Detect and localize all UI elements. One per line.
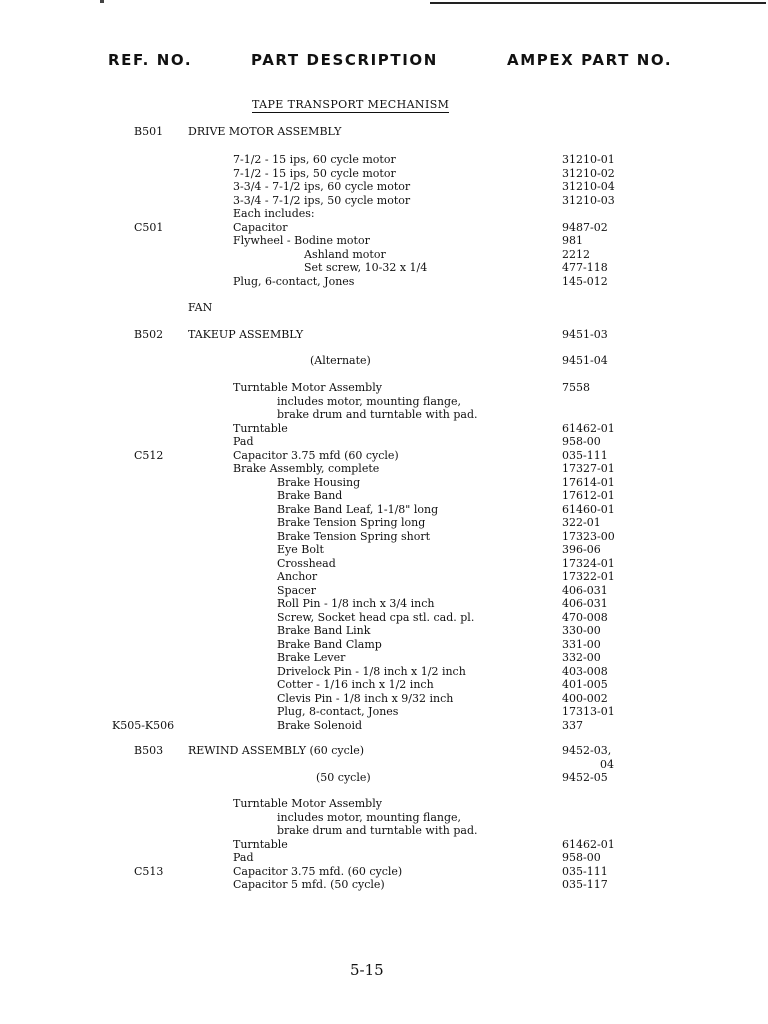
description-cell: Turntable	[233, 421, 288, 435]
description-cell: Anchor	[277, 570, 318, 583]
description-cell: Screw, Socket head cpa stl. cad. pl.	[277, 610, 475, 624]
description-cell: Plug, 8-contact, Jones	[277, 705, 399, 718]
part-no-cell: 403-008	[562, 664, 608, 678]
description-cell: Ashland motor	[304, 247, 386, 261]
parts-row	[0, 838, 768, 852]
description-cell: Turntable Motor Assembly	[233, 381, 382, 394]
parts-row	[0, 462, 768, 476]
description-cell: 7-1/2 - 15 ips, 60 cycle motor	[233, 153, 396, 166]
part-no-cell: 406-031	[562, 597, 608, 610]
part-no-cell: 9487-02	[562, 220, 608, 234]
description-cell: Capacitor	[233, 220, 288, 234]
part-no-cell: 17324-01	[562, 556, 615, 570]
part-no-cell: 035-117	[562, 878, 608, 891]
parts-row	[0, 692, 768, 706]
part-no-cell: 406-031	[562, 583, 608, 597]
description-cell: Brake Band Leaf, 1-1/8" long	[277, 502, 439, 516]
description-cell: Plug, 6-contact, Jones	[233, 274, 355, 288]
section-title: TAPE TRANSPORT MECHANISM	[252, 98, 450, 111]
parts-row	[0, 221, 768, 235]
parts-row	[0, 851, 768, 865]
scan-artifact-mark	[100, 0, 104, 3]
description-cell: TAKEUP ASSEMBLY	[188, 328, 304, 341]
column-header-part-description: PART DESCRIPTION	[251, 51, 438, 69]
parts-row	[0, 167, 768, 181]
part-no-cell: 31210-03	[562, 193, 615, 207]
parts-row	[0, 665, 768, 679]
parts-row	[0, 395, 768, 409]
ref-no-cell: B502	[134, 328, 164, 341]
parts-row	[0, 638, 768, 652]
parts-row	[0, 275, 768, 289]
description-cell: Flywheel - Bodine motor	[233, 234, 370, 247]
description-cell: Capacitor 5 mfd. (50 cycle)	[233, 878, 385, 891]
description-cell: Drivelock Pin - 1/8 inch x 1/2 inch	[277, 664, 466, 678]
parts-row	[0, 503, 768, 517]
part-no-cell: 17313-01	[562, 705, 615, 718]
description-cell: Pad	[233, 851, 254, 864]
description-cell: Pad	[233, 435, 254, 448]
parts-row	[0, 328, 768, 342]
ref-no-cell: B501	[134, 125, 164, 138]
parts-row	[0, 516, 768, 530]
description-cell: Brake Housing	[277, 475, 361, 489]
part-no-cell: 7558	[562, 381, 590, 394]
part-no-cell: 401-005	[562, 678, 608, 691]
column-header-ref-no: REF. NO.	[108, 51, 193, 69]
parts-row	[0, 476, 768, 490]
part-no-cell: 17614-01	[562, 475, 615, 489]
description-cell: Brake Tension Spring long	[277, 516, 426, 529]
description-cell: 3-3/4 - 7-1/2 ips, 50 cycle motor	[233, 193, 411, 207]
page-number: 5-15	[350, 961, 384, 979]
parts-row	[0, 557, 768, 571]
part-no-cell: 477-118	[562, 261, 608, 274]
ref-no-cell: B503	[134, 744, 164, 757]
parts-row	[0, 705, 768, 719]
parts-row	[0, 758, 768, 772]
description-cell: (50 cycle)	[316, 771, 371, 784]
description-cell: Brake Assembly, complete	[233, 462, 380, 475]
part-no-cell: 17322-01	[562, 570, 615, 583]
description-cell: Brake Band Link	[277, 624, 371, 637]
description-cell: (Alternate)	[310, 354, 371, 367]
parts-row	[0, 180, 768, 194]
description-cell: Turntable Motor Assembly	[233, 797, 382, 810]
part-no-cell: 322-01	[562, 516, 601, 529]
parts-row	[0, 651, 768, 665]
parts-row	[0, 543, 768, 557]
part-no-cell: 17327-01	[562, 462, 615, 475]
description-cell: Spacer	[277, 583, 317, 597]
part-no-cell: 17323-00	[562, 529, 615, 543]
parts-row	[0, 530, 768, 544]
part-no-cell: 958-00	[562, 435, 601, 448]
description-cell: includes motor, mounting flange,	[277, 394, 462, 408]
part-no-cell: 331-00	[562, 637, 601, 651]
part-no-cell: 396-06	[562, 543, 601, 556]
ref-no-cell: C501	[134, 220, 164, 234]
scan-artifact-line	[430, 2, 766, 4]
part-no-cell: 31210-01	[562, 153, 615, 166]
part-no-cell: 31210-02	[562, 166, 615, 180]
part-no-cell: 332-00	[562, 651, 601, 664]
description-cell: Set screw, 10-32 x 1/4	[304, 261, 428, 274]
description-cell: Brake Band	[277, 489, 343, 502]
parts-row	[0, 125, 768, 139]
description-cell: brake drum and turntable with pad.	[277, 824, 478, 837]
parts-row	[0, 301, 768, 315]
parts-row	[0, 194, 768, 208]
parts-row	[0, 744, 768, 758]
description-cell: Capacitor 3.75 mfd (60 cycle)	[233, 448, 399, 462]
description-cell: Clevis Pin - 1/8 inch x 9/32 inch	[277, 691, 454, 705]
part-no-cell: 9452-03,	[562, 744, 612, 757]
part-no-cell: 61460-01	[562, 502, 615, 516]
description-cell: Brake Tension Spring short	[277, 529, 431, 543]
part-no-cell: 400-002	[562, 691, 608, 705]
part-no-cell: 470-008	[562, 610, 608, 624]
parts-row	[0, 354, 768, 368]
description-cell: Each includes:	[233, 207, 315, 220]
parts-row	[0, 878, 768, 892]
part-no-cell: 31210-04	[562, 180, 615, 193]
parts-row	[0, 422, 768, 436]
parts-row	[0, 248, 768, 262]
part-no-cell: 61462-01	[562, 421, 615, 435]
parts-row	[0, 597, 768, 611]
parts-row	[0, 811, 768, 825]
parts-row	[0, 797, 768, 811]
parts-row	[0, 824, 768, 838]
part-no-cell: 330-00	[562, 624, 601, 637]
description-cell: Crosshead	[277, 556, 336, 570]
part-no-cell: 2212	[562, 247, 590, 261]
part-no-cell: 337	[562, 718, 583, 732]
ref-no-cell: K505-K506	[112, 718, 175, 732]
description-cell: Eye Bolt	[277, 543, 324, 556]
parts-row	[0, 207, 768, 221]
ref-no-cell: C512	[134, 448, 164, 462]
description-cell: Turntable	[233, 837, 288, 851]
part-no-cell: 9452-05	[562, 771, 608, 784]
part-no-cell: 04	[600, 757, 614, 771]
parts-row	[0, 489, 768, 503]
parts-row	[0, 624, 768, 638]
description-cell: includes motor, mounting flange,	[277, 810, 462, 824]
description-cell: Roll Pin - 1/8 inch x 3/4 inch	[277, 597, 435, 610]
part-no-cell: 61462-01	[562, 837, 615, 851]
part-no-cell: 9451-03	[562, 328, 608, 341]
part-no-cell: 17612-01	[562, 489, 615, 502]
description-cell: REWIND ASSEMBLY (60 cycle)	[188, 744, 365, 757]
ref-no-cell: C513	[134, 864, 164, 878]
parts-row	[0, 153, 768, 167]
description-cell: Brake Lever	[277, 651, 346, 664]
parts-row	[0, 381, 768, 395]
parts-row	[0, 449, 768, 463]
column-header-ampex-part-no: AMPEX PART NO.	[507, 51, 673, 69]
part-no-cell: 035-111	[562, 864, 608, 878]
parts-row	[0, 408, 768, 422]
description-cell: Brake Solenoid	[277, 718, 363, 732]
parts-row	[0, 719, 768, 733]
description-cell: Cotter - 1/16 inch x 1/2 inch	[277, 678, 434, 691]
parts-row	[0, 570, 768, 584]
description-cell: 3-3/4 - 7-1/2 ips, 60 cycle motor	[233, 180, 411, 193]
description-cell: 7-1/2 - 15 ips, 50 cycle motor	[233, 166, 396, 180]
part-no-cell: 035-111	[562, 448, 608, 462]
part-no-cell: 9451-04	[562, 354, 608, 367]
part-no-cell: 958-00	[562, 851, 601, 864]
parts-row	[0, 771, 768, 785]
parts-row	[0, 611, 768, 625]
part-no-cell: 981	[562, 234, 583, 247]
parts-row	[0, 261, 768, 275]
part-no-cell: 145-012	[562, 274, 608, 288]
description-cell: Capacitor 3.75 mfd. (60 cycle)	[233, 864, 403, 878]
parts-row	[0, 435, 768, 449]
description-cell: brake drum and turntable with pad.	[277, 408, 478, 421]
parts-row	[0, 678, 768, 692]
parts-row	[0, 865, 768, 879]
description-cell: FAN	[188, 301, 213, 314]
parts-row	[0, 234, 768, 248]
description-cell: Brake Band Clamp	[277, 637, 382, 651]
description-cell: DRIVE MOTOR ASSEMBLY	[188, 125, 342, 138]
parts-row	[0, 584, 768, 598]
